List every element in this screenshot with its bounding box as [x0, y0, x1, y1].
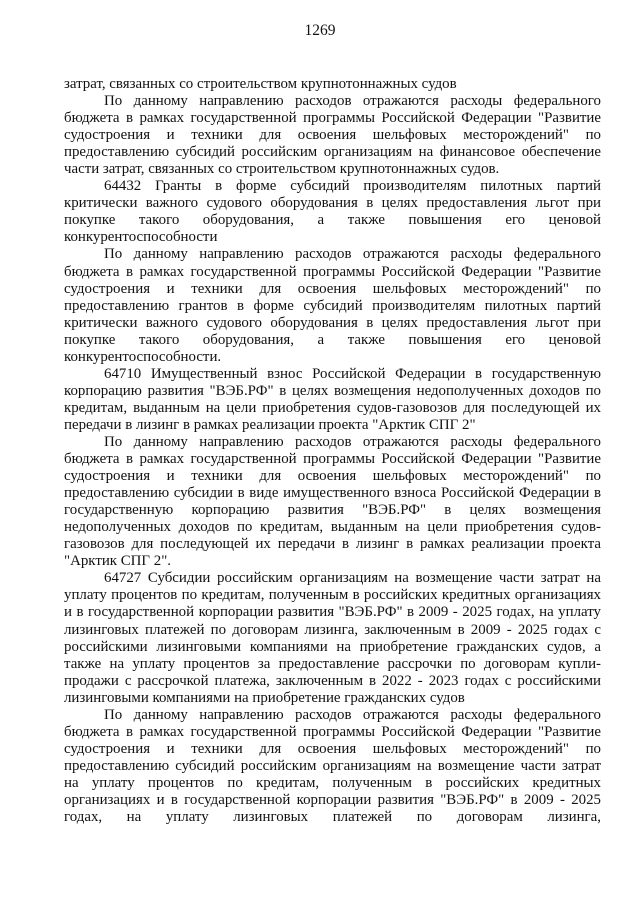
paragraph: По данному направлению расходов отражаются расходы федерального бюджета в рамках государственной программы Российской Федерации "Развитие судостроения и техники для освоения шельфовых месторождений" по предоставлению грантов в форме субсидий производителям пилотных партий критически важного судового оборудования в целях предоставления льгот при покупке такого оборудования, а также повышения его ценовой конкурентоспособности.	[64, 246, 601, 365]
paragraph-heading-64710: 64710 Имущественный взнос Российской Федерации в государственную корпорацию развития "ВЭБ.РФ" в целях возмещения недополученных доходов по кредитам, выданным на цели приобретения судов-газовозов для последующей их передачи в лизинг в рамках реализации проекта "Арктик СПГ 2"	[64, 365, 601, 433]
page-number: 1269	[304, 22, 336, 39]
paragraph: По данному направлению расходов отражаются расходы федерального бюджета в рамках государственной программы Российской Федерации "Развитие судостроения и техники для освоения шельфовых месторождений" по предоставлению субсидии в виде имущественного взноса Российской Федерации в государственную корпорацию развития "ВЭБ.РФ" в целях возмещения недополученных доходов по кредитам, выданным на цели приобретения судов-газовозов для последующей их передачи в лизинг в рамках реализации проекта "Арктик СПГ 2".	[64, 433, 601, 570]
paragraph-heading-64432: 64432 Гранты в форме субсидий производителям пилотных партий критически важного судового оборудования в целях предоставления льгот при покупке такого оборудования, а также повышения его ценовой конкурентоспособности	[64, 178, 601, 246]
document-body	[64, 76, 601, 826]
paragraph-continuation: затрат, связанных со строительством крупнотоннажных судов	[64, 76, 457, 92]
paragraph: По данному направлению расходов отражаются расходы федерального бюджета в рамках государственной программы Российской Федерации "Развитие судостроения и техники для освоения шельфовых месторождений" по предоставлению субсидий российским организациям на финансовое обеспечение части затрат, связанных со строительством крупнотоннажных судов.	[64, 93, 601, 178]
paragraph-heading-64727: 64727 Субсидии российским организациям на возмещение части затрат на уплату процентов по кредитам, полученным в российских кредитных организациях и в государственной корпорации развития "ВЭБ.РФ" в 2009 - 2025 годах, на уплату лизинговых платежей по договорам лизинга, заключенным в 2009 - 2025 годах с российскими лизинговыми компаниями на приобретение гражданских судов, а также на уплату процентов за предоставление рассрочки по договорам купли-продажи с рассрочкой платежа, заключенным в 2022 - 2023 годах с российскими лизинговыми компаниями на приобретение гражданских судов	[64, 570, 601, 706]
paragraph-continued: По данному направлению расходов отражаются расходы федерального бюджета в рамках государственной программы Российской Федерации "Развитие судостроения и техники для освоения шельфовых месторождений" по предоставлению субсидий российским организациям на возмещение части затрат на уплату процентов по кредитам, полученным в российских кредитных организациях и в государственной корпорации развития "ВЭБ.РФ" в 2009 - 2025 годах, на уплату лизинговых платежей по договорам лизинга,	[64, 706, 601, 826]
